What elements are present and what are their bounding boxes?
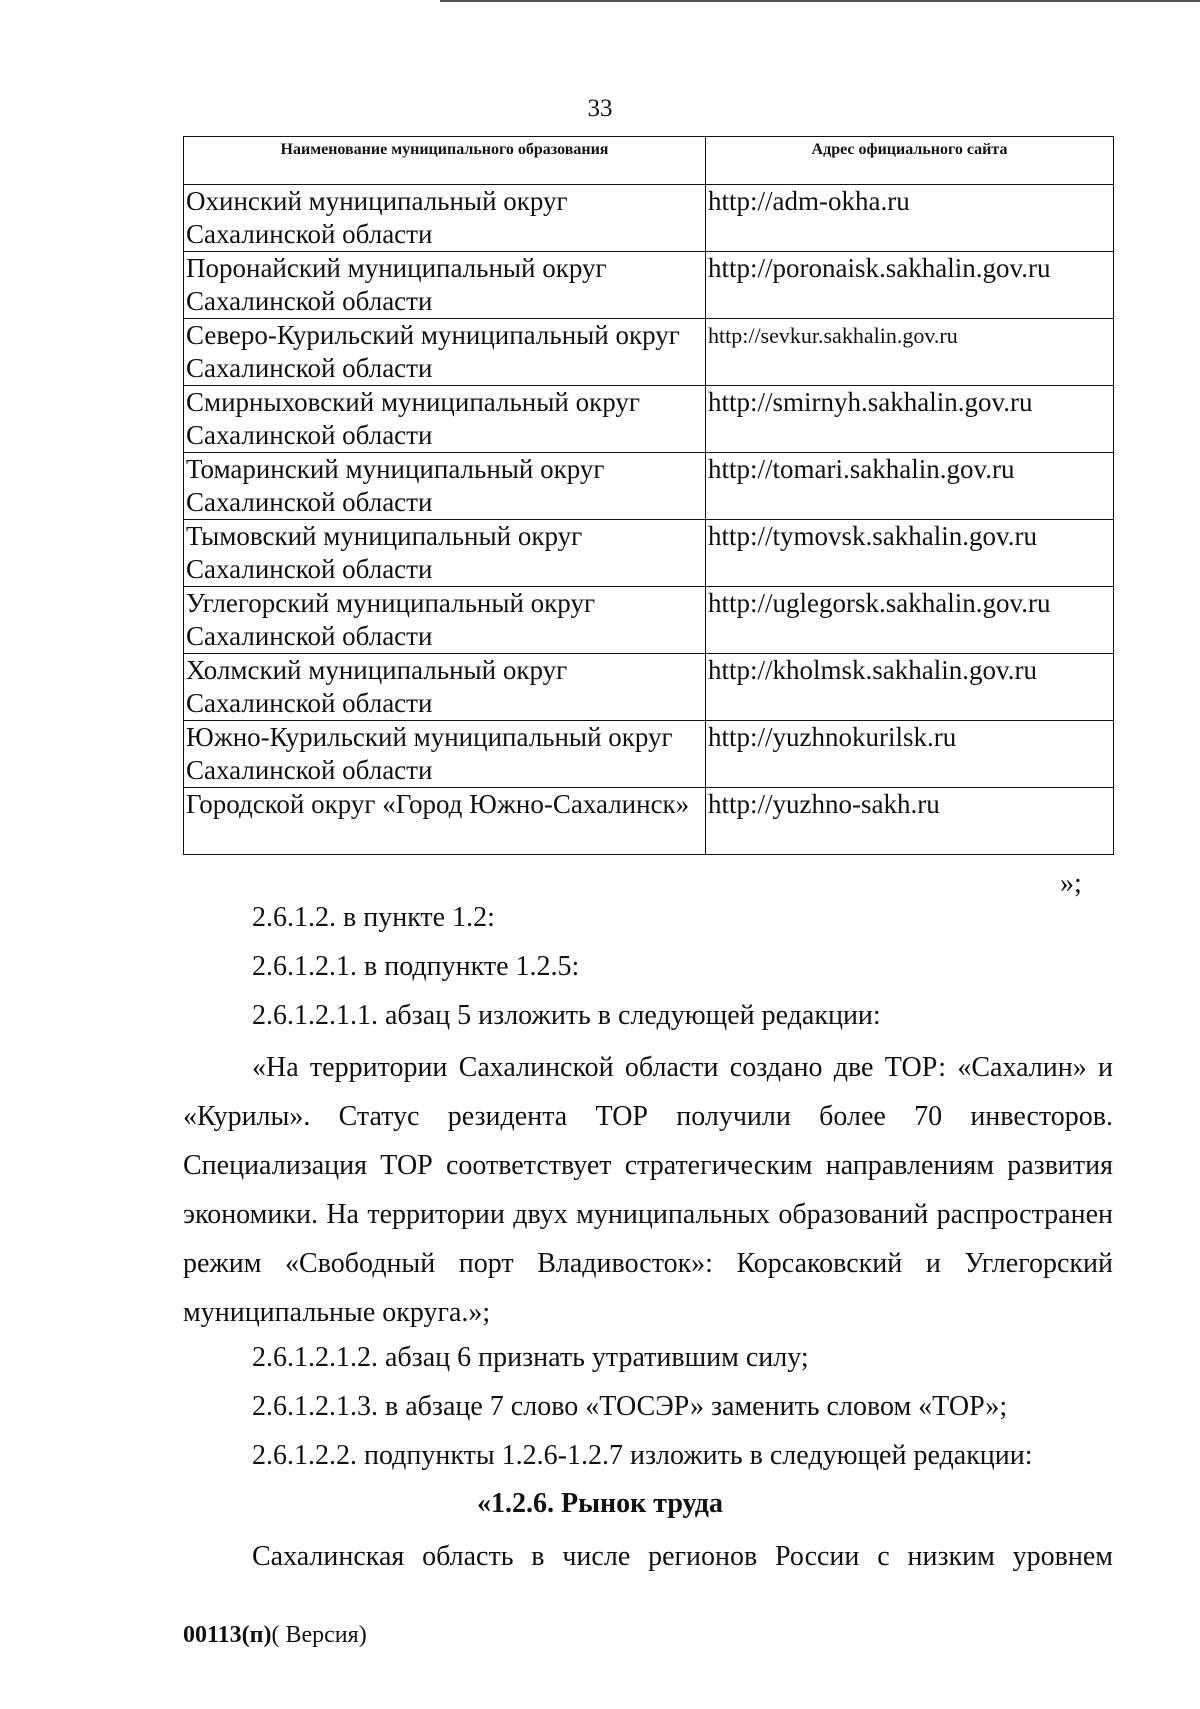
municipality-name: Городской округ «Город Южно-Сахалинск» <box>184 788 706 855</box>
item-2-6-1-2: 2.6.1.2. в пункте 1.2: <box>252 902 495 933</box>
table-row <box>184 453 1114 520</box>
item-2-6-1-2-1: 2.6.1.2.1. в подпункте 1.2.5: <box>252 951 580 982</box>
website-link[interactable]: http://tymovsk.sakhalin.gov.ru <box>706 520 1114 587</box>
top-rule <box>440 0 1200 2</box>
municipality-name: Углегорский муниципальный округ Сахалинской области <box>184 587 706 654</box>
table-row <box>184 386 1114 453</box>
website-link[interactable]: http://yuzhno-sakh.ru <box>706 788 1114 855</box>
table-row <box>184 721 1114 788</box>
website-link[interactable]: http://sevkur.sakhalin.gov.ru <box>706 319 1114 386</box>
document-id: 00113(п) <box>183 1622 272 1648</box>
website-link[interactable]: http://yuzhnokurilsk.ru <box>706 721 1114 788</box>
quoted-paragraph: «На территории Сахалинской области создано две ТОР: «Сахалин» и «Курилы». Статус резидента ТОР получили более 70 инвесторов. Специализация ТОР соответствует стратегическим направлениям развития экономики. На территории двух муниципальных образований распространен режим «Свободный порт Владивосток»: Корсаковский и Углегорский муниципальные округа.»; <box>183 1052 1113 1328</box>
website-link[interactable]: http://smirnyh.sakhalin.gov.ru <box>706 386 1114 453</box>
document-footer <box>183 1622 367 1649</box>
municipality-name: Тымовский муниципальный округ Сахалинской области <box>184 520 706 587</box>
municipality-name: Холмский муниципальный округ Сахалинской области <box>184 654 706 721</box>
website-link[interactable]: http://tomari.sakhalin.gov.ru <box>706 453 1114 520</box>
page-number: 33 <box>587 95 613 122</box>
municipality-name: Южно-Курильский муниципальный округ Сахалинской области <box>184 721 706 788</box>
website-link[interactable]: http://poronaisk.sakhalin.gov.ru <box>706 252 1114 319</box>
body-paragraph-start: Сахалинская область в числе регионов России с низким уровнем <box>252 1541 1113 1572</box>
municipality-name: Северо-Курильский муниципальный округ Сахалинской области <box>184 319 706 386</box>
item-2-6-1-2-1-3: 2.6.1.2.1.3. в абзаце 7 слово «ТОСЭР» заменить словом «ТОР»; <box>252 1391 1008 1422</box>
document-version: ( Версия) <box>271 1622 367 1648</box>
item-2-6-1-2-1-2: 2.6.1.2.1.2. абзац 6 признать утратившим силу; <box>252 1342 809 1373</box>
municipality-name: Смирныховский муниципальный округ Сахалинской области <box>184 386 706 453</box>
item-2-6-1-2-1-1: 2.6.1.2.1.1. абзац 5 изложить в следующей редакции: <box>252 1000 881 1031</box>
municipal-sites-table <box>183 136 1114 855</box>
municipality-name: Охинский муниципальный округ Сахалинской области <box>184 185 706 252</box>
table-row <box>184 252 1114 319</box>
table-row <box>184 319 1114 386</box>
table-row <box>184 788 1114 855</box>
table-row <box>184 587 1114 654</box>
header-website: Адрес официального сайта <box>706 137 1114 185</box>
website-link[interactable]: http://kholmsk.sakhalin.gov.ru <box>706 654 1114 721</box>
table-header-row <box>184 137 1114 185</box>
item-2-6-1-2-2: 2.6.1.2.2. подпункты 1.2.6-1.2.7 изложить в следующей редакции: <box>252 1440 1033 1471</box>
table-row <box>184 654 1114 721</box>
table-row <box>184 520 1114 587</box>
municipality-name: Поронайский муниципальный округ Сахалинской области <box>184 252 706 319</box>
header-municipality: Наименование муниципального образования <box>184 137 706 185</box>
section-heading: «1.2.6. Рынок труда <box>477 1488 723 1519</box>
municipality-name: Томаринский муниципальный округ Сахалинской области <box>184 453 706 520</box>
website-link[interactable]: http://adm-okha.ru <box>706 185 1114 252</box>
table-close-quote: »; <box>1060 868 1082 899</box>
table-row <box>184 185 1114 252</box>
website-link[interactable]: http://uglegorsk.sakhalin.gov.ru <box>706 587 1114 654</box>
